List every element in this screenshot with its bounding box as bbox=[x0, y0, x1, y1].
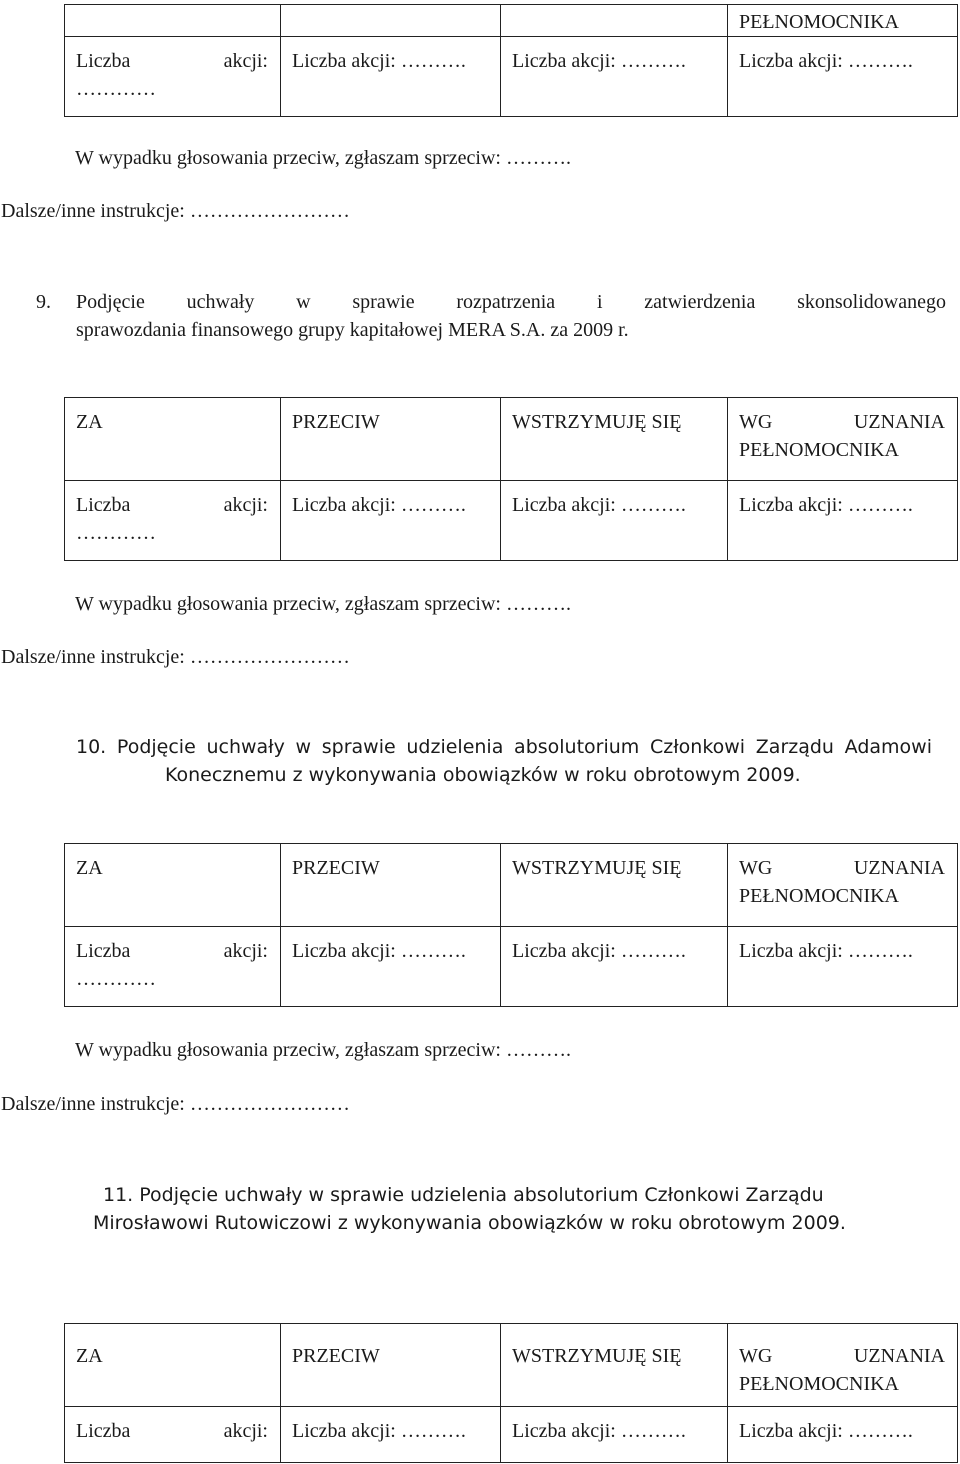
shares-cell-wstrzymuje[interactable]: Liczba akcji: ………. bbox=[501, 927, 728, 1007]
further-instructions-field[interactable]: Dalsze/inne instrukcje: …………………… bbox=[1, 1093, 350, 1115]
header-wstrzymuje: WSTRZYMUJĘ SIĘ bbox=[501, 398, 728, 481]
header-za: ZA bbox=[65, 398, 281, 481]
shares-cell-za[interactable]: Liczba akcji: bbox=[65, 1407, 281, 1463]
section-title-line: Podjęcie uchwały w sprawie udzielenia absolutorium Członkowi Zarządu Adamowi bbox=[116, 736, 932, 758]
header-cell-empty bbox=[65, 5, 281, 37]
section-9-heading bbox=[36, 288, 946, 344]
shares-cell-wg[interactable]: Liczba akcji: ………. bbox=[728, 37, 958, 117]
section-title-line: sprawozdania finansowego grupy kapitałowej MERA S.A. za 2009 r. bbox=[76, 319, 629, 341]
section-title-line: Mirosławowi Rutowiczowi z wykonywania obowiązków w roku obrotowym 2009. bbox=[93, 1212, 846, 1234]
shares-cell-wstrzymuje[interactable]: Liczba akcji: ………. bbox=[501, 481, 728, 561]
objection-field[interactable]: W wypadku głosowania przeciw, zgłaszam sprzeciw: ………. bbox=[75, 593, 571, 615]
header-cell-empty bbox=[501, 5, 728, 37]
shares-cell-wg[interactable]: Liczba akcji: ………. bbox=[728, 1407, 958, 1463]
header-przeciw: PRZECIW bbox=[281, 1324, 501, 1407]
section-title-line: Podjęcie uchwały w sprawie rozpatrzenia i zatwierdzenia skonsolidowanego bbox=[76, 291, 946, 313]
shares-cell-przeciw[interactable]: Liczba akcji: ………. bbox=[281, 927, 501, 1007]
shares-cell-wstrzymuje[interactable]: Liczba akcji: ………. bbox=[501, 37, 728, 117]
shares-cell-przeciw[interactable]: Liczba akcji: ………. bbox=[281, 37, 501, 117]
section-10-heading bbox=[76, 733, 932, 789]
objection-field[interactable]: W wypadku głosowania przeciw, zgłaszam sprzeciw: ………. bbox=[75, 1039, 571, 1061]
header-cell-empty bbox=[281, 5, 501, 37]
header-cell-wg-uznania: PEŁNOMOCNIKA bbox=[728, 5, 958, 37]
header-wg-uznania: WG UZNANIA PEŁNOMOCNIKA bbox=[728, 1324, 958, 1407]
section-number: 10. bbox=[76, 736, 107, 758]
shares-cell-za[interactable]: Liczba akcji: ………… bbox=[65, 37, 281, 117]
section-title-line: Konecznemu z wykonywania obowiązków w roku obrotowym 2009. bbox=[165, 764, 801, 786]
section-11-heading bbox=[93, 1181, 933, 1237]
header-wstrzymuje: WSTRZYMUJĘ SIĘ bbox=[501, 844, 728, 927]
header-przeciw: PRZECIW bbox=[281, 398, 501, 481]
section-title-line: Podjęcie uchwały w sprawie udzielenia absolutorium Członkowi Zarządu bbox=[139, 1184, 824, 1206]
vote-table-top bbox=[64, 4, 958, 117]
objection-field[interactable]: W wypadku głosowania przeciw, zgłaszam sprzeciw: ………. bbox=[75, 147, 571, 169]
section-number: 9. bbox=[36, 291, 51, 313]
vote-table-10 bbox=[64, 843, 958, 1007]
shares-cell-przeciw[interactable]: Liczba akcji: ………. bbox=[281, 481, 501, 561]
shares-cell-wg[interactable]: Liczba akcji: ………. bbox=[728, 481, 958, 561]
header-za: ZA bbox=[65, 1324, 281, 1407]
header-wg-uznania: WG UZNANIA PEŁNOMOCNIKA bbox=[728, 844, 958, 927]
header-wstrzymuje: WSTRZYMUJĘ SIĘ bbox=[501, 1324, 728, 1407]
further-instructions-field[interactable]: Dalsze/inne instrukcje: …………………… bbox=[1, 200, 350, 222]
shares-cell-za[interactable]: Liczba akcji: ………… bbox=[65, 481, 281, 561]
shares-cell-wg[interactable]: Liczba akcji: ………. bbox=[728, 927, 958, 1007]
section-number: 11. bbox=[103, 1184, 134, 1206]
header-wg-uznania: WG UZNANIA PEŁNOMOCNIKA bbox=[728, 398, 958, 481]
shares-cell-wstrzymuje[interactable]: Liczba akcji: ………. bbox=[501, 1407, 728, 1463]
vote-table-11 bbox=[64, 1323, 958, 1463]
vote-table-9 bbox=[64, 397, 958, 561]
shares-cell-przeciw[interactable]: Liczba akcji: ………. bbox=[281, 1407, 501, 1463]
further-instructions-field[interactable]: Dalsze/inne instrukcje: …………………… bbox=[1, 646, 350, 668]
header-przeciw: PRZECIW bbox=[281, 844, 501, 927]
shares-cell-za[interactable]: Liczba akcji: ………… bbox=[65, 927, 281, 1007]
header-za: ZA bbox=[65, 844, 281, 927]
